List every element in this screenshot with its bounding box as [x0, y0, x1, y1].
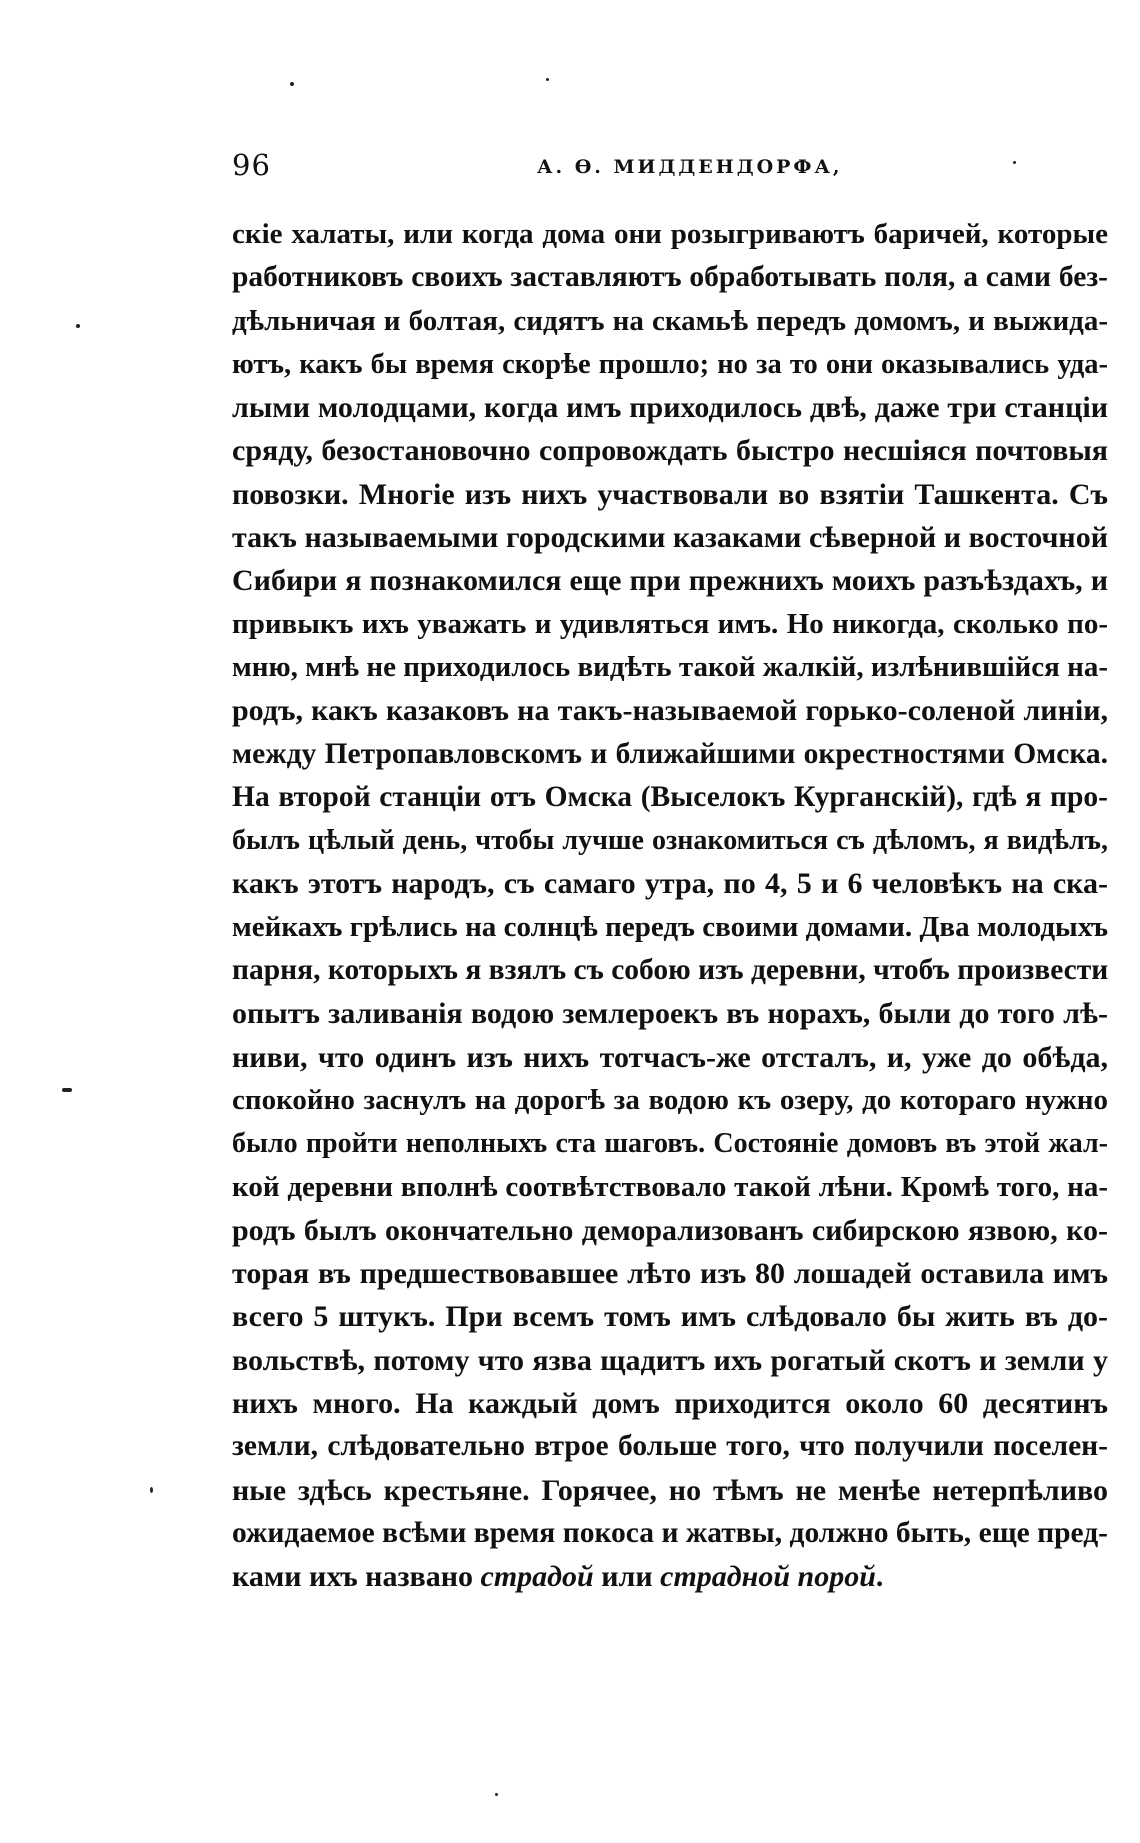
text-line-last	[232, 1555, 1108, 1598]
scan-speck	[76, 324, 80, 328]
last-line-prefix: ками ихъ названо	[232, 1560, 481, 1594]
text-line: Сибири я познакомился еще при прежнихъ моихъ разъѣздахъ, и	[232, 564, 1108, 598]
scan-speck	[62, 1088, 72, 1092]
text-line: мейкахъ грѣлись на солнцѣ передъ своими домами. Два молодыхъ	[232, 910, 1108, 943]
text-line: сряду, безостановочно сопровождать быстро несшіяся почтовыя	[232, 434, 1108, 468]
text-line: кой деревни вполнѣ соотвѣтствовало такой лѣни. Кромѣ того, на-	[232, 1170, 1108, 1203]
text-line: родъ былъ окончательно деморализованъ сибирскою язвою, ко-	[232, 1213, 1108, 1247]
scan-speck	[150, 1487, 153, 1493]
text-line: привыкъ ихъ уважать и удивляться имъ. Но никогда, сколько по-	[232, 607, 1108, 640]
text-line: ниви, что одинъ изъ нихъ тотчасъ-же отсталъ, и, уже до обѣда,	[232, 1040, 1108, 1074]
last-line-middle: или	[593, 1560, 661, 1594]
text-line: ные здѣсь крестьяне. Горячее, но тѣмъ не менѣе нетерпѣливо	[232, 1473, 1108, 1507]
text-line: работниковъ своихъ заставляютъ обработывать поля, а сами без-	[232, 261, 1108, 294]
text-line: земли, слѣдовательно втрое больше того, что получили поселен-	[232, 1430, 1108, 1463]
text-line: всего 5 штукъ. При всемъ томъ имъ слѣдовало бы жить въ до-	[232, 1300, 1108, 1334]
text-line: родъ, какъ казаковъ на такъ-называемой горько-соленой линіи,	[232, 694, 1108, 728]
body-text	[232, 213, 1108, 1599]
scan-speck	[290, 82, 294, 86]
running-head: А. Ѳ. МИДДЕНДОРФА,	[537, 156, 843, 178]
page-header	[232, 148, 1102, 188]
text-line: было пройти неполныхъ ста шаговъ. Состояніе домовъ въ этой жал-	[232, 1128, 1108, 1160]
text-line: парня, которыхъ я взялъ съ собою изъ деревни, чтобъ произвести	[232, 954, 1109, 987]
text-line: вольствѣ, потому что язва щадитъ ихъ рогатый скотъ и земли у	[232, 1343, 1108, 1377]
text-line: между Петропавловскомъ и ближайшими окрестностями Омска.	[232, 737, 1108, 770]
italic-term-stradnaya-pora: страдной порой	[660, 1560, 876, 1594]
text-line: былъ цѣлый день, чтобы лучше ознакомиться съ дѣломъ, я видѣлъ,	[232, 825, 1108, 857]
text-line: дѣльничая и болтая, сидятъ на скамьѣ передъ домомъ, и выжида-	[232, 304, 1108, 337]
text-line: скіе халаты, или когда дома они розыгриваютъ баричей, которые	[232, 218, 1108, 250]
text-line: ютъ, какъ бы время скорѣе прошло; но за то они оказывались уда-	[232, 348, 1108, 380]
scan-speck	[1013, 161, 1016, 164]
text-line: нихъ много. На каждый домъ приходится около 60 десятинъ	[232, 1387, 1108, 1421]
text-line: такъ называемыми городскими казаками сѣверной и восточной	[232, 521, 1108, 555]
scan-speck	[546, 78, 549, 81]
text-line: ожидаемое всѣми время покоса и жатвы, должно быть, еще пред-	[232, 1516, 1108, 1549]
text-line: спокойно заснулъ на дорогѣ за водою къ озеру, до котораго нужно	[232, 1083, 1108, 1116]
last-line-suffix: .	[875, 1560, 884, 1594]
scan-speck	[495, 1793, 498, 1796]
text-line: лыми молодцами, когда имъ приходилось двѣ, даже три станціи	[232, 391, 1108, 425]
text-line: опытъ заливанія водою землероекъ въ норахъ, были до того лѣ-	[232, 997, 1108, 1031]
text-line: повозки. Многіе изъ нихъ участвовали во взятіи Ташкента. Съ	[232, 477, 1108, 511]
text-line: какъ этотъ народъ, съ самаго утра, по 4, 5 и 6 человѣкъ на ска-	[232, 867, 1108, 901]
italic-term-strada: страдой	[480, 1560, 594, 1594]
text-line: торая въ предшествовавшее лѣто изъ 80 лошадей оставила имъ	[232, 1257, 1108, 1291]
page-number: 96	[232, 148, 271, 182]
text-line: мню, мнѣ не приходилось видѣть такой жалкій, излѣнившійся на-	[232, 650, 1108, 683]
text-line: На второй станціи отъ Омска (Выселокъ Курганскій), гдѣ я про-	[232, 780, 1108, 813]
